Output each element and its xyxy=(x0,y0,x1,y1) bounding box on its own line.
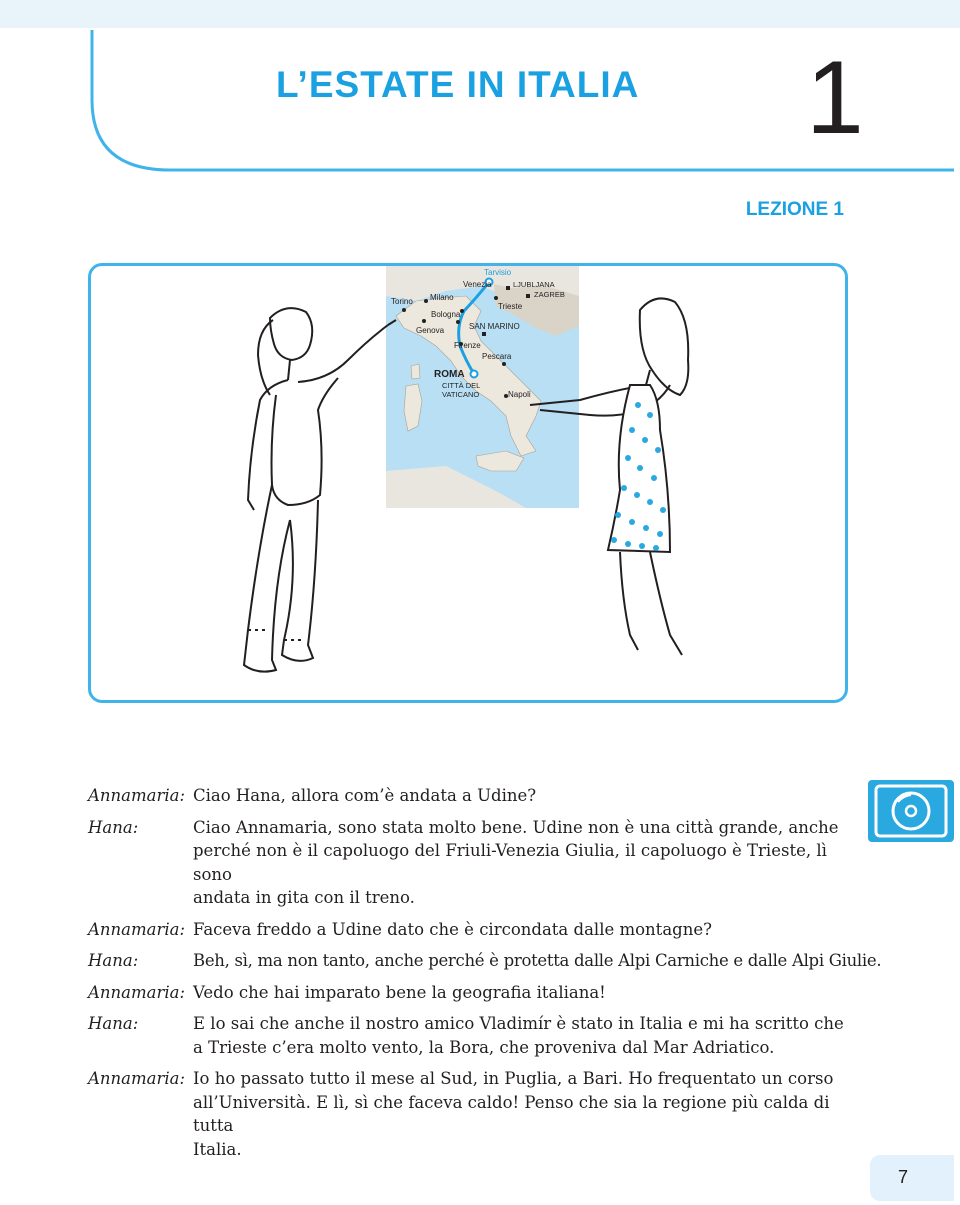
lesson-label: LEZIONE 1 xyxy=(745,199,844,220)
chapter-title: L’ESTATE IN ITALIA xyxy=(276,64,640,105)
dialog-line xyxy=(193,918,858,942)
map-label-roma: ROMA xyxy=(434,369,465,380)
dialog-line xyxy=(193,784,858,808)
page-number-tab xyxy=(870,1155,954,1201)
speaker-name: Annamaria: xyxy=(88,919,186,939)
dialog-text: E lo sai che anche il nostro amico Vladimír è stato in Italia e mi ha scritto che xyxy=(193,1014,844,1033)
dialog-line xyxy=(193,1067,858,1161)
map-label-torino: Torino xyxy=(391,297,413,306)
map-label-firenze: Firenze xyxy=(454,341,481,350)
dialog xyxy=(88,784,882,1169)
map-label-zagreb: ZAGREB xyxy=(534,290,565,299)
dialog-text: Ciao Hana, allora com’è andata a Udine? xyxy=(193,786,537,805)
woman-right-illustration xyxy=(520,290,700,670)
dialog-line xyxy=(193,981,858,1005)
dialog-row xyxy=(88,918,858,942)
speaker-name: Annamaria: xyxy=(88,1069,186,1088)
dialog-text: Beh, sì, ma non tanto, anche perché è protetta dalle Alpi Carniche e dalle Alpi Giulie. xyxy=(193,951,882,970)
audio-cd-icon[interactable] xyxy=(868,780,954,842)
dialog-line xyxy=(193,816,858,910)
dialog-row xyxy=(88,949,882,973)
map-label-milano: Milano xyxy=(430,293,454,302)
dialog-text: all’Università. E lì, sì che faceva caldo! Penso che sia la regione più calda di tutta xyxy=(193,1092,830,1135)
speaker-name: Annamaria: xyxy=(88,786,186,805)
map-label-venezia: Venezia xyxy=(463,280,492,289)
woman-left-illustration xyxy=(228,300,398,680)
dialog-line xyxy=(193,949,881,973)
page-number: 7 xyxy=(898,1167,909,1187)
dialog-text: Vedo che hai imparato bene la geografia italiana! xyxy=(193,982,606,1002)
dialog-text: Italia. xyxy=(193,1139,242,1159)
dialog-text: Ciao Annamaria, sono stata molto bene. Udine non è una città grande, anche xyxy=(193,817,839,837)
dialog-line xyxy=(193,1012,858,1059)
speaker-name: Hana: xyxy=(88,817,139,837)
speaker-name: Hana: xyxy=(88,1014,139,1033)
speaker-name: Annamaria: xyxy=(88,982,186,1002)
dialog-text: andata in gita con il treno. xyxy=(193,888,415,907)
dialog-row xyxy=(88,1012,858,1059)
map-label-napoli: Napoli xyxy=(508,390,531,399)
speaker-name: Hana: xyxy=(88,951,139,970)
dialog-row xyxy=(88,816,858,910)
map-label-tarvisio: Tarvisio xyxy=(484,268,512,277)
map-label-san-marino: SAN MARINO xyxy=(469,322,520,331)
dialog-row xyxy=(88,784,858,808)
dialog-text: a Trieste c’era molto vento, la Bora, che proveniva dal Mar Adriatico. xyxy=(193,1037,775,1057)
chapter-number: 1 xyxy=(806,40,864,156)
dialog-text: Io ho passato tutto il mese al Sud, in Puglia, a Bari. Ho frequentato un corso xyxy=(193,1069,834,1088)
map-label-genova: Genova xyxy=(416,326,445,335)
dialog-row xyxy=(88,981,858,1005)
map-label-ljubljana: LJUBLJANA xyxy=(513,280,555,289)
map-label-pescara: Pescara xyxy=(482,352,512,361)
dialog-text: perché non è il capoluogo del Friuli-Venezia Giulia, il capoluogo è Trieste, lì sono xyxy=(193,841,827,884)
dialog-row xyxy=(88,1067,858,1161)
map-label-trieste: Trieste xyxy=(498,302,523,311)
map-label-bologna: Bologna xyxy=(431,310,461,319)
map-label-vaticano: VATICANO xyxy=(442,390,480,399)
dialog-text: Faceva freddo a Udine dato che è circondata dalle montagne? xyxy=(193,919,712,939)
cd-icon-graphic xyxy=(868,780,954,842)
map-label-citta: CITTÀ DEL xyxy=(442,381,481,390)
